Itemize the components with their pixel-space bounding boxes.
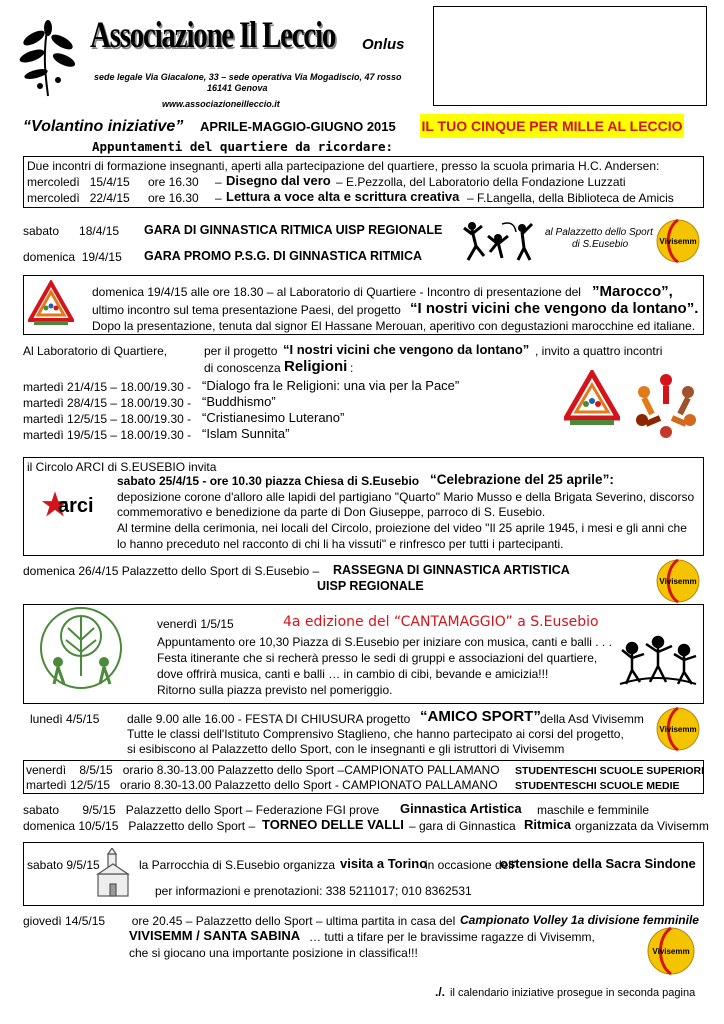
- volantino-title: “Volantino iniziative”: [23, 118, 184, 135]
- progettare-insieme-logo: [28, 280, 74, 326]
- gym-may-row2-post: organizzata da Vivisemm: [575, 819, 709, 833]
- formazione-row1-dash: –: [215, 175, 222, 189]
- religion-meeting-2-topic: “Buddhismo”: [202, 394, 276, 409]
- gymnasts-illustration: [462, 218, 534, 262]
- gym-may-row2-bold2: Ritmica: [524, 817, 571, 832]
- marocco-line3: Dopo la presentazione, tenuta dal signor El Hassane Merouan, aperitivo con degustazioni marocchine ed italiane.: [92, 319, 696, 333]
- religioni-intro-d: di conoscenza: [204, 361, 281, 375]
- arci-logo: [40, 486, 100, 522]
- arci-heading: il Circolo ARCI di S.EUSEBIO invita: [27, 460, 217, 474]
- people-circle-illustration: [630, 370, 702, 440]
- cinque-per-mille-banner: IL TUO CINQUE PER MILLE AL LECCIO: [420, 114, 684, 138]
- sindone-line1-mid2: in occasione dell': [425, 858, 517, 872]
- religion-meeting-4-topic: “Islam Sunnita”: [202, 426, 290, 441]
- artistica-line2-bold: UISP REGIONALE: [317, 579, 424, 593]
- gym-may-row1-pre: sabato 9/5/15 Palazzetto dello Sport – Federazione FGI prove: [23, 803, 380, 817]
- amico-date: lunedì 4/5/15: [30, 712, 100, 726]
- formazione-row1-title: Disegno dal vero: [226, 173, 331, 188]
- vivisemm-logo-4: [646, 926, 696, 976]
- religioni-intro-c: , invito a quattro incontri: [535, 344, 663, 358]
- gym-may-row2-mid: – gara di Ginnastica: [409, 819, 516, 833]
- amico-line3: si esibiscono al Palazzetto dello Sport, con le insegnanti e gli istruttori di Vivisemm: [127, 742, 565, 756]
- marocco-line2-pre: ultimo incontro sul tema presentazione Paesi, del progetto: [92, 303, 401, 317]
- onlus-label: Onlus: [362, 36, 405, 53]
- sindone-line1-pre: sabato 9/5/15: [27, 858, 100, 872]
- formazione-row2-rest: – F.Langella, della Biblioteca de Amicis: [467, 191, 674, 205]
- pallamano-row2-bold: STUDENTESCHI SCUOLE MEDIE: [515, 780, 680, 792]
- cantamaggio-date: venerdì 1/5/15: [157, 617, 234, 631]
- formazione-intro: Due incontri di formazione insegnanti, aperti alla partecipazione del quartiere, presso la scuola primaria H.C. Andersen:: [27, 159, 660, 173]
- volley-line2-post: … tutti a tifare per le bravissime ragazze di Vivisemm,: [309, 930, 595, 944]
- vivisemm-logo-text: Vivisemm: [652, 947, 690, 956]
- sindone-line1-mid: la Parrocchia di S.Eusebio organizza: [139, 858, 336, 872]
- progettare-insieme-logo-2: [564, 370, 620, 426]
- gym-may-row2-pre: domenica 10/5/15 Palazzetto dello Sport –: [23, 819, 256, 833]
- arci-line3: commemorativo e benedizione da parte di Don Giuseppe, parroco di S. Eusebio.: [117, 505, 546, 519]
- ginnastica-venue-2: di S.Eusebio: [572, 239, 629, 250]
- religion-meeting-4-when: martedì 19/5/15 – 18.00/19.30 -: [23, 428, 192, 442]
- cantamaggio-line2: Festa itinerante che si recherà presso le sedi di gruppi e associazioni del quartiere,: [157, 651, 598, 665]
- formazione-row1-day: mercoledì 15/4/15: [27, 175, 130, 189]
- formazione-row2-time: ore 16.30: [148, 191, 199, 205]
- footer-mark: ./.: [435, 985, 446, 999]
- sindone-line1-bold: visita a Torino: [340, 856, 428, 871]
- religion-meeting-1-topic: “Dialogo fra le Religioni: una via per la Pace”: [202, 378, 460, 393]
- amico-line2: Tutte le classi dell'Istituto Comprensivo Staglieno, che hanno partecipato ai corsi del progetto,: [127, 727, 624, 741]
- formazione-row1-time: ore 16.30: [148, 175, 199, 189]
- vivisemm-logo-text: Vivisemm: [659, 725, 697, 734]
- arci-line1-bold: sabato 25/4/15 - ore 10.30 piazza Chiesa di S.Eusebio: [117, 474, 420, 488]
- ginnastica-row2-title: GARA PROMO P.S.G. DI GINNASTICA RITMICA: [144, 249, 423, 263]
- arci-logo-text: arci: [58, 495, 94, 517]
- vivisemm-logo-2: [655, 558, 701, 604]
- artistica-line1-pre: domenica 26/4/15 Palazzetto dello Sport di S.Eusebio –: [23, 564, 320, 578]
- marocco-line2-big: “I nostri vicini che vengono da lontano”.: [410, 300, 699, 317]
- volley-line1-bold: Campionato Volley 1a divisione femminile: [460, 913, 699, 927]
- formazione-row2-dash: –: [215, 191, 222, 205]
- formazione-row2-day: mercoledì 22/4/15: [27, 191, 130, 205]
- religioni-intro-a: Al Laboratorio di Quartiere,: [23, 344, 168, 358]
- amico-line1-post: della Asd Vivisemm: [540, 712, 644, 726]
- church-illustration: [96, 848, 130, 898]
- formazione-row2-title: Lettura a voce alta e scrittura creativa: [226, 189, 460, 204]
- period-label: APRILE-MAGGIO-GIUGNO 2015: [200, 119, 396, 134]
- address-line-1: sede legale Via Giacalone, 33 – sede operativa Via Mogadiscio, 47 rosso: [94, 72, 402, 82]
- arci-line1-title: “Celebrazione del 25 aprile”:: [430, 472, 614, 487]
- religioni-intro-project: “I nostri vicini che vengono da lontano”: [283, 342, 530, 357]
- cantamaggio-title: 4a edizione del “CANTAMAGGIO” a S.Eusebio: [283, 614, 599, 630]
- dancers-illustration: [616, 632, 700, 692]
- religioni-intro-big: Religioni: [284, 358, 348, 375]
- appointments-subtitle: Appuntamenti del quartiere da ricordare:: [92, 139, 394, 154]
- artistica-line1-bold: RASSEGNA DI GINNASTICA ARTISTICA: [333, 563, 570, 577]
- arci-line4: Al termine della cerimonia, nei locali del Circolo, proiezione del video "Il 25 aprile 1945, i mesi e gli anni che: [117, 521, 687, 535]
- website-link[interactable]: www.associazioneilleccio.it: [162, 99, 280, 109]
- religion-meeting-2-when: martedì 28/4/15 – 18.00/19.30 -: [23, 396, 192, 410]
- leccio-branch-logo: [18, 18, 78, 98]
- ginnastica-row1-day: sabato 18/4/15: [23, 224, 120, 238]
- stamp-box: [433, 6, 707, 106]
- address-line-2: 16141 Genova: [207, 83, 268, 93]
- arci-line2: deposizione corone d'alloro alle lapidi del partigiano "Quarto" Mario Musso e della Brigata Severino, discorso: [117, 490, 695, 504]
- gym-may-row2-bold: TORNEO DELLE VALLI: [262, 817, 404, 832]
- marocco-line1-pre: domenica 19/4/15 alle ore 18.30 – al Laboratorio di Quartiere - Incontro di presentazione del: [92, 285, 581, 299]
- tree-people-logo: [40, 606, 122, 698]
- volley-line3: che si giocano una importante posizione in classifica!!!: [129, 946, 418, 960]
- gym-may-row1-bold: Ginnastica Artistica: [400, 801, 522, 816]
- cantamaggio-line3: dove offrirà musica, canti e balli … in cambio di cibi, bevande e amicizia!!!: [157, 667, 549, 681]
- gym-may-row1-post: maschile e femminile: [537, 803, 650, 817]
- volley-line1-pre: giovedì 14/5/15 ore 20.45 – Palazzetto dello Sport – ultima partita in casa del: [23, 914, 456, 928]
- marocco-line1-big: ”Marocco”,: [592, 283, 673, 300]
- ginnastica-row1-title: GARA DI GINNASTICA RITMICA UISP REGIONALE: [144, 223, 443, 237]
- arci-line5: lo hanno preceduto nel racconto di chi li ha vissuti" e rinfresco per tutti i partecipanti.: [117, 537, 564, 551]
- footer-text: il calendario iniziative prosegue in seconda pagina: [450, 987, 696, 999]
- amico-line1-big: “AMICO SPORT”: [420, 708, 541, 725]
- formazione-row1-rest: – E.Pezzolla, del Laboratorio della Fondazione Luzzati: [336, 175, 626, 189]
- vivisemm-logo-3: [655, 706, 701, 752]
- vivisemm-logo: [655, 218, 701, 264]
- ginnastica-venue-1: al Palazzetto dello Sport: [545, 227, 653, 238]
- cantamaggio-line1: Appuntamento ore 10,30 Piazza di S.Eusebio per iniziare con musica, canti e balli . . .: [157, 635, 612, 649]
- religioni-intro-colon: :: [350, 361, 354, 375]
- religion-meeting-3-topic: “Cristianesimo Luterano”: [202, 410, 345, 425]
- pallamano-row2-pre: martedì 12/5/15 orario 8.30-13.00 Palazzetto dello Sport - CAMPIONATO PALLAMANO: [26, 778, 498, 792]
- religion-meeting-3-when: martedì 12/5/15 – 18.00/19.30 -: [23, 412, 192, 426]
- sindone-line2: per informazioni e prenotazioni: 338 5211017; 010 8362531: [155, 884, 472, 898]
- ginnastica-row2-day: domenica 19/4/15: [23, 250, 122, 264]
- pallamano-row1-bold: STUDENTESCHI SCUOLE SUPERIORI: [515, 765, 705, 777]
- vivisemm-logo-text: Vivisemm: [659, 237, 697, 246]
- vivisemm-logo-text: Vivisemm: [659, 577, 697, 586]
- amico-line1-pre: dalle 9.00 alle 16.00 - FESTA DI CHIUSURA progetto: [127, 712, 411, 726]
- religioni-intro-b: per il progetto: [204, 344, 278, 358]
- sindone-line1-bold2: ostensione della Sacra Sindone: [500, 856, 696, 871]
- pallamano-row1-pre: venerdì 8/5/15 orario 8.30-13.00 Palazzetto dello Sport –CAMPIONATO PALLAMANO: [26, 763, 500, 777]
- cantamaggio-line4: Ritorno sulla piazza previsto nel pomeriggio.: [157, 683, 393, 697]
- org-name: Associazione Il Leccio: [90, 15, 336, 56]
- volley-line2-bold: VIVISEMM / SANTA SABINA: [129, 928, 301, 943]
- religion-meeting-1-when: martedì 21/4/15 – 18.00/19.30 -: [23, 380, 192, 394]
